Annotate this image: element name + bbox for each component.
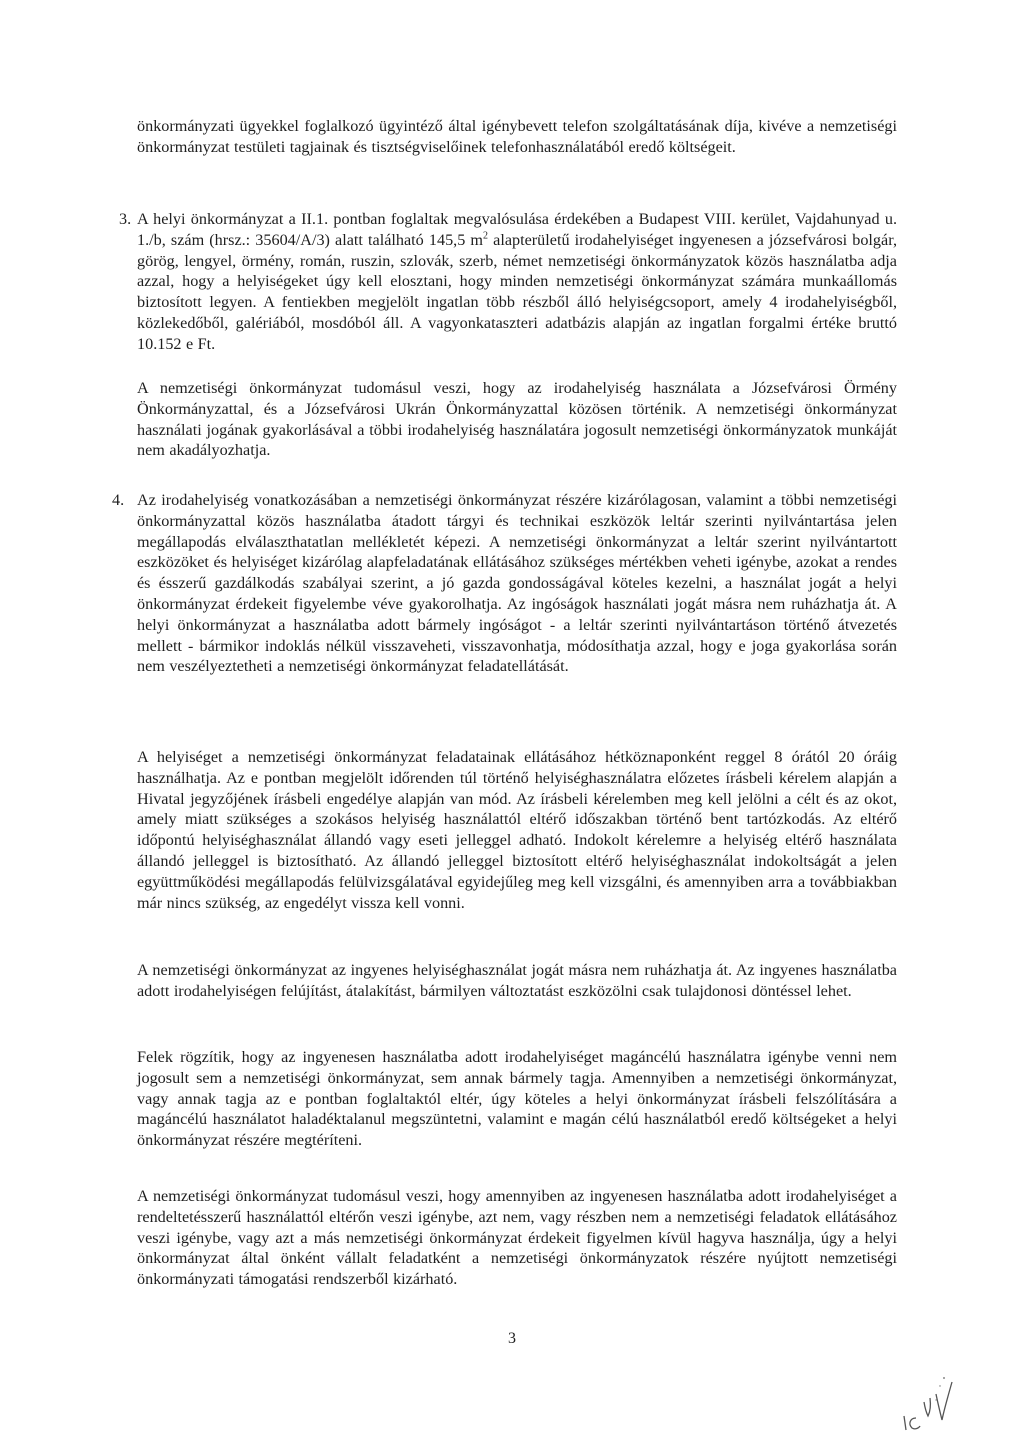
handwritten-initials-signature xyxy=(892,1372,962,1432)
free-use-paragraph: A nemzetiségi önkormányzat az ingyenes helyiséghasználat jogát másra nem ruházhatja át. Az ingyenes használatba adott irodahelyiségen felújítást, átalakítást, bármilyen változtatást eszközölni csak tulajdonosi döntéssel lehet. xyxy=(137,961,897,1000)
item-3-shared-use-paragraph: A nemzetiségi önkormányzat tudomásul veszi, hogy az irodahelyiség használata a Józsefvárosi Örmény Önkormányzattal, és a Józsefvárosi Ukrán Önkormányzattal közösen történik. A nemzetiségi önkormányzat használati jogának gyakorlásával a többi irodahelyiség használatára jogosult nemzetiségi önkormányzatok munkáját nem akadályozhatja. xyxy=(137,379,897,460)
item-4-number: 4. xyxy=(112,491,125,509)
page-number: 3 xyxy=(508,1330,516,1347)
item-3-superscript: 2 xyxy=(483,230,489,242)
exclusion-paragraph: A nemzetiségi önkormányzat tudomásul veszi, hogy amennyiben az ingyenesen használatba adott irodahelyiséget a rendeltetésszerű használattól eltérőn veszi igénybe, azt nem, vagy részben nem a nemzetiségi feladatok ellátásához veszi igénybe, vagy azt a más nemzetiségi önkormányzat érdekeit figyelmen kívül hagyva használja, úgy a helyi önkormányzat által önként vállalt feladatként a nemzetiségi önkormányzatok részére nyújtott nemzetiségi önkormányzati támogatási rendszerből kizárható. xyxy=(137,1187,897,1289)
item-4-paragraph: Az irodahelyiség vonatkozásában a nemzetiségi önkormányzat részére kizárólagosan, valamint a többi nemzetiségi önkormányzattal közös használatba átadott tárgyi és technikai eszközök leltár szerinti nyilvántartása jelen megállapodás elválaszthatatlan mellékletét képezi. A nemzetiségi önkormányzat a leltár szerint nyilvántartott eszközöket és helyiséget kizárólag alapfeladatának ellátásához szükséges mértékben veheti igénybe, azokat a rendes és ésszerű gazdálkodás szabályai szerint, a jó gazda gondosságával köteles kezelni, a használat jogát a helyi önkormányzat érdekeit figyelembe véve gyakorolhatja. Az ingóságok használati jogát másra nem ruházhatja át. A helyi önkormányzat a használatba adott bármely ingóságot - a leltár szerinti nyilvántartáson történő átvezetés mellett - bármikor indoklás nélkül visszaveheti, visszavonhatja, módosíthatja azzal, hogy e joga gyakorlása során nem veszélyeztetheti a nemzetiségi önkormányzat feladatellátását. xyxy=(137,491,897,676)
item-3-paragraph xyxy=(137,209,897,355)
item-3-text-b: alapterületű irodahelyiséget ingyenesen a józsefvárosi bolgár, görög, lengyel, örmény, román, ruszin, szlovák, szerb, német nemzetiségi önkormányzatok közös használatba adja azzal, hogy a helyiségeket úgy kell elosztani, hogy minden nemzetiségi önkormányzat számára munkaállomás biztosított legyen. A fentiekben megjelölt ingatlan több részből álló helyiségcsoport, amely 4 irodahelyiségből, közlekedőből, galériából, mosdóból áll. A vagyonkataszteri adatbázis alapján az ingatlan forgalmi értéke bruttó 10.152 e Ft. xyxy=(137,230,897,353)
item-3-text-a: A helyi önkormányzat a II.1. pontban foglaltak megvalósulása érdekében a Budapest VIII. kerület, Vajdahunyad u. 1./b, szám (hrsz.: 35604/A/3) alatt található 145,5 m xyxy=(137,210,897,249)
private-use-paragraph: Felek rögzítik, hogy az ingyenesen használatba adott irodahelyiséget magáncélú használatra igénybe venni nem jogosult sem a nemzetiségi önkormányzat, sem annak bármely tagja. Amennyiben a nemzetiségi önkormányzat, vagy annak tagja az e pontban foglaltaktól eltér, úgy köteles a helyi önkormányzat írásbeli felszólítására a magáncélú használatot haladéktalanul megszüntetni, valamint e magán célú használatból eredő költségeket a helyi önkormányzat részére megtéríteni. xyxy=(137,1048,897,1150)
hours-paragraph: A helyiséget a nemzetiségi önkormányzat feladatainak ellátásához hétköznaponként reggel 8 órától 20 óráig használhatja. Az e pontban megjelölt időrenden túl történő helyiséghasználatra előzetes írásbeli kérelem alapján a Hivatal jegyzőjének írásbeli engedélye alapján van mód. Az írásbeli kérelemben meg kell jelölni a célt és az okot, amely miatt szükséges a szokásos helyiség használattól eltérő időszakban történő bent tartózkodás. Az eltérő időpontú helyiséghasználat állandó vagy eseti jelleggel adható. Indokolt kérelemre a helyiség eltérő használata állandó jelleggel is biztosítható. Az állandó jelleggel biztosított eltérő helyiséghasználat indokoltságát a jelen együttműködési megállapodás felülvizsgálatával egyidejűleg meg kell vizsgálni, és amennyiben arra a továbbiakban már nincs szükség, az engedélyt vissza kell vonni. xyxy=(137,748,897,912)
intro-paragraph: önkormányzati ügyekkel foglalkozó ügyintéző által igénybevett telefon szolgáltatásának díja, kivéve a nemzetiségi önkormányzat testületi tagjainak és tisztségviselőinek telefonhasználatából eredő költségeit. xyxy=(137,117,897,156)
item-3-number: 3. xyxy=(119,210,132,228)
